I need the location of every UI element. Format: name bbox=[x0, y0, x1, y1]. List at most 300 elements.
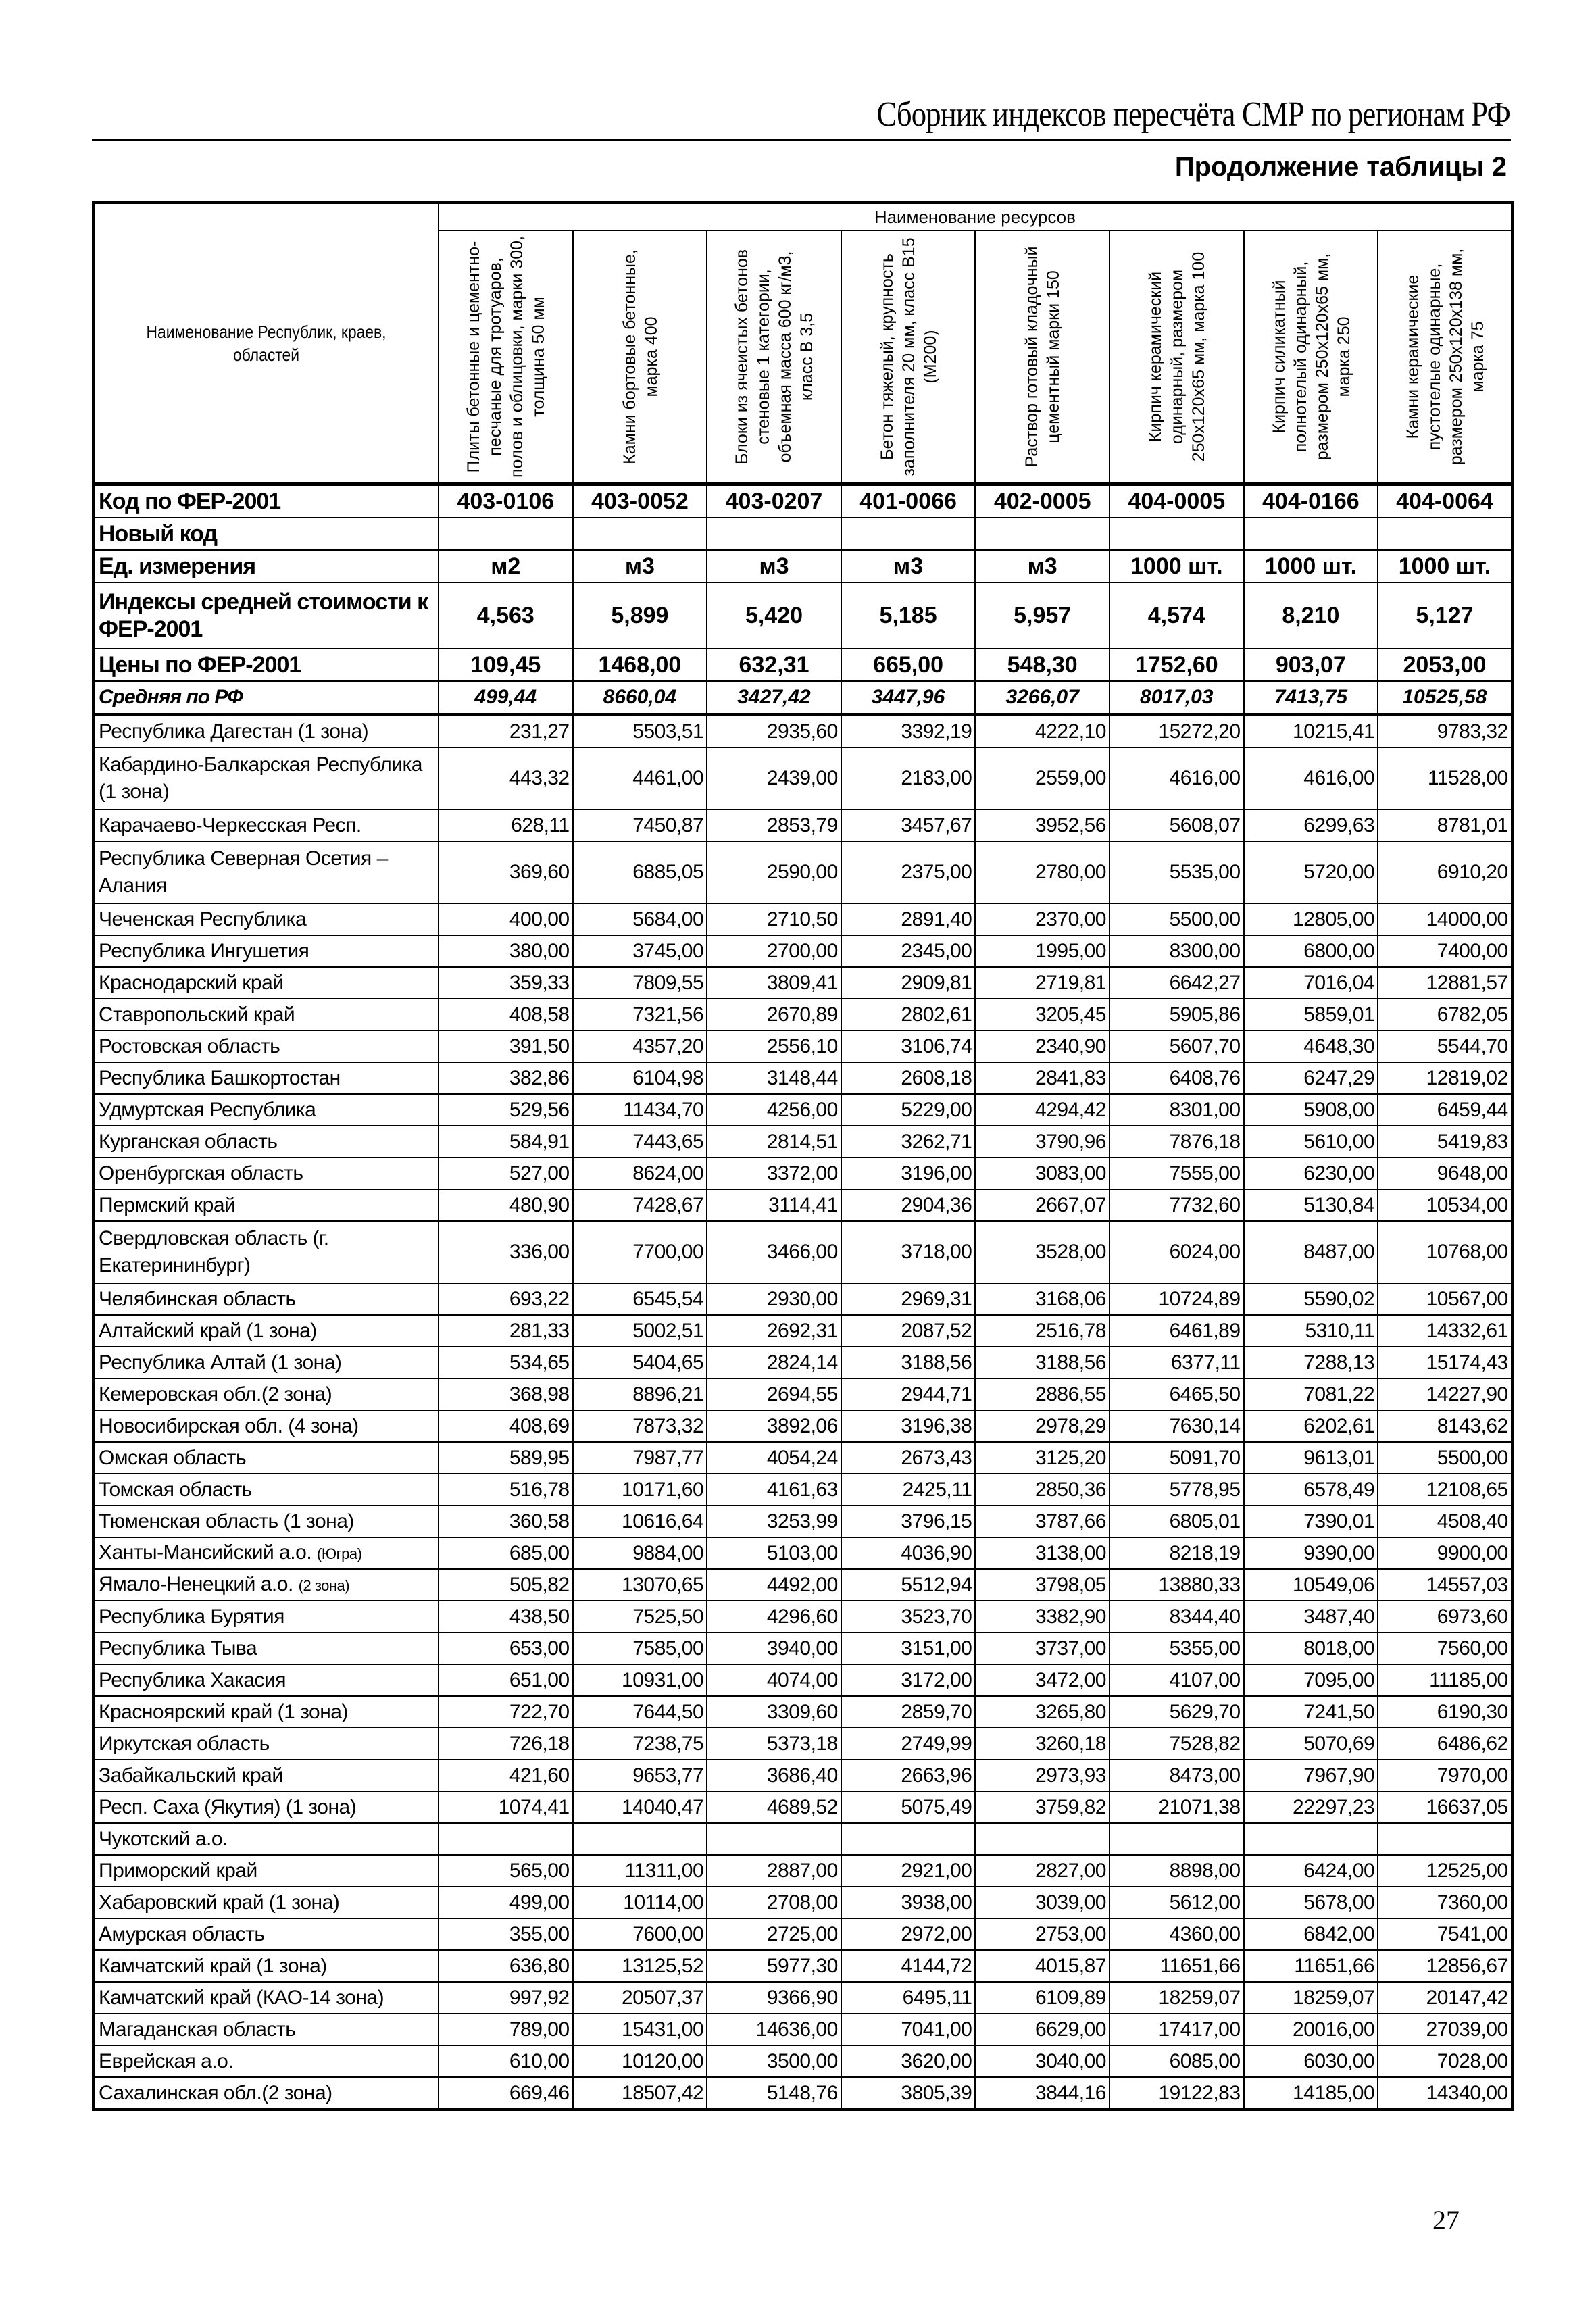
price-cell: 18259,07 bbox=[1109, 1982, 1244, 2014]
price-cell: 391,50 bbox=[439, 1030, 573, 1062]
price-cell: 5905,86 bbox=[1109, 999, 1244, 1030]
price-cell: 7028,00 bbox=[1378, 2045, 1512, 2077]
price-cell: 722,70 bbox=[439, 1696, 573, 1728]
table-row bbox=[93, 935, 1512, 967]
price-cell: 3188,56 bbox=[841, 1347, 976, 1378]
price-cell: 3809,41 bbox=[707, 967, 841, 999]
region-name-text: Республика Северная Осетия – Алания bbox=[99, 847, 388, 897]
table-row bbox=[93, 2014, 1512, 2045]
resource-column-header bbox=[707, 230, 841, 484]
meta-row-label: Средняя по РФ bbox=[93, 681, 439, 715]
resource-header-wrap bbox=[976, 231, 1109, 482]
price-cell: 408,69 bbox=[439, 1410, 573, 1442]
price-cell: 5355,00 bbox=[1109, 1633, 1244, 1664]
table-row bbox=[93, 1950, 1512, 1982]
region-name bbox=[93, 1474, 439, 1505]
meta-row-price bbox=[93, 649, 1512, 681]
price-cell: 281,33 bbox=[439, 1315, 573, 1347]
price-cell: 589,95 bbox=[439, 1442, 573, 1474]
table-row bbox=[93, 1887, 1512, 1918]
price-cell: 3083,00 bbox=[975, 1158, 1109, 1189]
price-cell: 610,00 bbox=[439, 2045, 573, 2077]
region-name-text: Хабаровский край (1 зона) bbox=[99, 1891, 340, 1914]
price-cell: 3938,00 bbox=[841, 1887, 976, 1918]
region-name-text: Ямало-Ненецкий а.о. bbox=[99, 1572, 293, 1595]
region-name bbox=[93, 2045, 439, 2077]
price-cell: 14185,00 bbox=[1244, 2077, 1378, 2110]
meta-cell: м3 bbox=[573, 550, 707, 582]
price-cell: 7525,50 bbox=[573, 1601, 707, 1633]
price-cell: 10616,64 bbox=[573, 1505, 707, 1537]
price-cell: 6885,05 bbox=[573, 841, 707, 903]
table-row bbox=[93, 1505, 1512, 1537]
price-cell: 3188,56 bbox=[975, 1347, 1109, 1378]
region-name bbox=[93, 2077, 439, 2110]
price-cell: 653,00 bbox=[439, 1633, 573, 1664]
price-cell: 3457,67 bbox=[841, 810, 976, 841]
price-cell: 6805,01 bbox=[1109, 1505, 1244, 1537]
price-cell: 12525,00 bbox=[1378, 1855, 1512, 1887]
price-cell: 636,80 bbox=[439, 1950, 573, 1982]
header-rule bbox=[92, 139, 1511, 141]
table-row bbox=[93, 1823, 1512, 1855]
price-cell: 4492,00 bbox=[707, 1569, 841, 1601]
price-cell: 5070,69 bbox=[1244, 1728, 1378, 1760]
region-name-text: Алтайский край (1 зона) bbox=[99, 1319, 317, 1342]
price-cell: 1995,00 bbox=[975, 935, 1109, 967]
table-row bbox=[93, 1537, 1512, 1569]
price-cell: 15174,43 bbox=[1378, 1347, 1512, 1378]
price-cell bbox=[1378, 1823, 1512, 1855]
price-cell: 3372,00 bbox=[707, 1158, 841, 1189]
price-cell: 3796,15 bbox=[841, 1505, 976, 1537]
price-cell: 15431,00 bbox=[573, 2014, 707, 2045]
price-cell: 2749,99 bbox=[841, 1728, 976, 1760]
price-cell: 2930,00 bbox=[707, 1283, 841, 1315]
price-cell: 7700,00 bbox=[573, 1221, 707, 1283]
region-name bbox=[93, 715, 439, 748]
price-cell: 8473,00 bbox=[1109, 1760, 1244, 1791]
table-row bbox=[93, 1126, 1512, 1158]
meta-cell: 10525,58 bbox=[1378, 681, 1512, 715]
region-name bbox=[93, 1887, 439, 1918]
resource-header-text: Кирпич силикатный полнотелый одинарный, размером 250х120х65 мм, марка 250 bbox=[1269, 253, 1353, 461]
resource-column-header bbox=[573, 230, 707, 484]
price-cell: 2935,60 bbox=[707, 715, 841, 748]
meta-cell bbox=[1244, 518, 1378, 550]
price-cell: 3253,99 bbox=[707, 1505, 841, 1537]
region-name-text: Амурская область bbox=[99, 1922, 265, 1945]
price-cell: 3718,00 bbox=[841, 1221, 976, 1283]
price-cell: 6910,20 bbox=[1378, 841, 1512, 903]
resource-header-wrap bbox=[1110, 231, 1244, 482]
price-cell: 12108,65 bbox=[1378, 1474, 1512, 1505]
region-name bbox=[93, 1791, 439, 1823]
price-cell: 3114,41 bbox=[707, 1189, 841, 1221]
region-name bbox=[93, 935, 439, 967]
meta-cell: 3447,96 bbox=[841, 681, 976, 715]
price-cell: 14040,47 bbox=[573, 1791, 707, 1823]
price-cell: 5535,00 bbox=[1109, 841, 1244, 903]
resource-header-text: Раствор готовый кладочный цементный марки 150 bbox=[1022, 246, 1064, 468]
table-row bbox=[93, 1633, 1512, 1664]
price-cell: 2439,00 bbox=[707, 747, 841, 810]
price-cell bbox=[841, 1823, 976, 1855]
price-cell: 6465,50 bbox=[1109, 1378, 1244, 1410]
resource-header-text: Плиты бетонные и цементно-песчаные для тротуаров, полов и облицовки, марки 300, толщина 50 мм bbox=[464, 236, 548, 478]
price-cell: 10120,00 bbox=[573, 2045, 707, 2077]
price-cell: 400,00 bbox=[439, 903, 573, 935]
meta-cell: 109,45 bbox=[439, 649, 573, 681]
meta-cell: 403-0106 bbox=[439, 484, 573, 518]
price-cell: 8018,00 bbox=[1244, 1633, 1378, 1664]
resource-column-header bbox=[1109, 230, 1244, 484]
meta-cell bbox=[439, 518, 573, 550]
price-cell: 4015,87 bbox=[975, 1950, 1109, 1982]
price-cell: 5778,95 bbox=[1109, 1474, 1244, 1505]
price-cell: 7321,56 bbox=[573, 999, 707, 1030]
price-cell: 3168,06 bbox=[975, 1283, 1109, 1315]
price-cell: 2824,14 bbox=[707, 1347, 841, 1378]
price-cell: 4616,00 bbox=[1244, 747, 1378, 810]
meta-cell: 7413,75 bbox=[1244, 681, 1378, 715]
price-cell: 7390,01 bbox=[1244, 1505, 1378, 1537]
price-cell: 2590,00 bbox=[707, 841, 841, 903]
region-name bbox=[93, 1410, 439, 1442]
price-cell: 8896,21 bbox=[573, 1378, 707, 1410]
price-cell: 17417,00 bbox=[1109, 2014, 1244, 2045]
price-cell: 14557,03 bbox=[1378, 1569, 1512, 1601]
meta-row-label: Цены по ФЕР-2001 bbox=[93, 649, 439, 681]
price-cell: 529,56 bbox=[439, 1094, 573, 1126]
price-cell: 6545,54 bbox=[573, 1283, 707, 1315]
price-cell: 3262,71 bbox=[841, 1126, 976, 1158]
price-cell: 5500,00 bbox=[1378, 1442, 1512, 1474]
region-name-text: Республика Бурятия bbox=[99, 1605, 284, 1628]
region-name bbox=[93, 1442, 439, 1474]
meta-cell: 2053,00 bbox=[1378, 649, 1512, 681]
resource-header-text: Бетон тяжелый, крупность заполнителя 20 мм, класс В15 (М200) bbox=[877, 237, 940, 476]
price-cell: 3382,90 bbox=[975, 1601, 1109, 1633]
price-cell: 4648,30 bbox=[1244, 1030, 1378, 1062]
price-cell: 3805,39 bbox=[841, 2077, 976, 2110]
price-cell: 3472,00 bbox=[975, 1664, 1109, 1696]
price-cell: 19122,83 bbox=[1109, 2077, 1244, 2110]
price-cell: 14000,00 bbox=[1378, 903, 1512, 935]
price-cell: 16637,05 bbox=[1378, 1791, 1512, 1823]
price-cell: 2663,96 bbox=[841, 1760, 976, 1791]
resource-header-wrap bbox=[1378, 231, 1512, 482]
price-cell: 3260,18 bbox=[975, 1728, 1109, 1760]
region-name bbox=[93, 1030, 439, 1062]
price-cell: 7400,00 bbox=[1378, 935, 1512, 967]
price-cell: 2719,81 bbox=[975, 967, 1109, 999]
price-cell: 6459,44 bbox=[1378, 1094, 1512, 1126]
price-cell: 5419,83 bbox=[1378, 1126, 1512, 1158]
region-name bbox=[93, 1315, 439, 1347]
table-row bbox=[93, 1315, 1512, 1347]
table-row bbox=[93, 1760, 1512, 1791]
price-cell: 4296,60 bbox=[707, 1601, 841, 1633]
meta-row-average bbox=[93, 681, 1512, 715]
price-cell: 527,00 bbox=[439, 1158, 573, 1189]
price-cell: 14340,00 bbox=[1378, 2077, 1512, 2110]
meta-cell bbox=[975, 518, 1109, 550]
table-continuation-title: Продолжение таблицы 2 bbox=[1174, 152, 1507, 182]
price-cell: 7238,75 bbox=[573, 1728, 707, 1760]
meta-cell: 1000 шт. bbox=[1109, 550, 1244, 582]
price-cell: 5544,70 bbox=[1378, 1030, 1512, 1062]
price-cell: 2827,00 bbox=[975, 1855, 1109, 1887]
price-cell: 7443,65 bbox=[573, 1126, 707, 1158]
price-cell: 4689,52 bbox=[707, 1791, 841, 1823]
price-cell: 6109,89 bbox=[975, 1982, 1109, 2014]
price-cell: 5610,00 bbox=[1244, 1126, 1378, 1158]
price-cell: 336,00 bbox=[439, 1221, 573, 1283]
resource-header-wrap bbox=[707, 231, 841, 482]
meta-cell: м3 bbox=[975, 550, 1109, 582]
price-cell: 2694,55 bbox=[707, 1378, 841, 1410]
price-cell: 13125,52 bbox=[573, 1950, 707, 1982]
price-cell: 5148,76 bbox=[707, 2077, 841, 2110]
region-name bbox=[93, 1505, 439, 1537]
price-cell: 3309,60 bbox=[707, 1696, 841, 1728]
meta-cell bbox=[1378, 518, 1512, 550]
meta-cell: 404-0064 bbox=[1378, 484, 1512, 518]
price-cell: 693,22 bbox=[439, 1283, 573, 1315]
price-cell: 1074,41 bbox=[439, 1791, 573, 1823]
price-cell: 10724,89 bbox=[1109, 1283, 1244, 1315]
price-cell: 6377,11 bbox=[1109, 1347, 1244, 1378]
price-cell: 10768,00 bbox=[1378, 1221, 1512, 1283]
price-cell: 5678,00 bbox=[1244, 1887, 1378, 1918]
price-cell: 369,60 bbox=[439, 841, 573, 903]
meta-cell: 665,00 bbox=[841, 649, 976, 681]
meta-row-label: Ед. измерения bbox=[93, 550, 439, 582]
region-name bbox=[93, 1283, 439, 1315]
table-row bbox=[93, 810, 1512, 841]
price-cell: 651,00 bbox=[439, 1664, 573, 1696]
price-cell: 355,00 bbox=[439, 1918, 573, 1950]
price-cell: 3892,06 bbox=[707, 1410, 841, 1442]
region-name-text: Пермский край bbox=[99, 1193, 236, 1216]
meta-cell: 8017,03 bbox=[1109, 681, 1244, 715]
price-cell: 3487,40 bbox=[1244, 1601, 1378, 1633]
price-cell: 18259,07 bbox=[1244, 1982, 1378, 2014]
table-row bbox=[93, 1410, 1512, 1442]
price-cell: 13880,33 bbox=[1109, 1569, 1244, 1601]
meta-cell: 8660,04 bbox=[573, 681, 707, 715]
price-cell: 2700,00 bbox=[707, 935, 841, 967]
price-cell: 6247,29 bbox=[1244, 1062, 1378, 1094]
price-cell: 5373,18 bbox=[707, 1728, 841, 1760]
price-cell: 6973,60 bbox=[1378, 1601, 1512, 1633]
running-title: Сборник индексов пересчёта СМР по регионам РФ bbox=[876, 95, 1510, 134]
meta-cell: 403-0052 bbox=[573, 484, 707, 518]
price-cell: 2904,36 bbox=[841, 1189, 976, 1221]
meta-cell: 404-0005 bbox=[1109, 484, 1244, 518]
price-cell: 3196,00 bbox=[841, 1158, 976, 1189]
price-cell: 3798,05 bbox=[975, 1569, 1109, 1601]
price-cell: 3790,96 bbox=[975, 1126, 1109, 1158]
price-cell: 5629,70 bbox=[1109, 1696, 1244, 1728]
region-name-text: Красноярский край (1 зона) bbox=[99, 1700, 348, 1723]
price-cell: 4256,00 bbox=[707, 1094, 841, 1126]
region-name bbox=[93, 1728, 439, 1760]
price-cell: 5608,07 bbox=[1109, 810, 1244, 841]
price-cell: 6190,30 bbox=[1378, 1696, 1512, 1728]
price-cell: 4616,00 bbox=[1109, 747, 1244, 810]
price-cell: 7555,00 bbox=[1109, 1158, 1244, 1189]
region-name bbox=[93, 1601, 439, 1633]
price-cell: 2753,00 bbox=[975, 1918, 1109, 1950]
table-row bbox=[93, 1221, 1512, 1283]
price-cell: 11651,66 bbox=[1244, 1950, 1378, 1982]
price-cell: 6024,00 bbox=[1109, 1221, 1244, 1283]
price-cell: 11528,00 bbox=[1378, 747, 1512, 810]
price-cell: 9653,77 bbox=[573, 1760, 707, 1791]
region-name bbox=[93, 1378, 439, 1410]
price-cell: 8300,00 bbox=[1109, 935, 1244, 967]
price-cell: 584,91 bbox=[439, 1126, 573, 1158]
region-name-text: Чеченская Республика bbox=[99, 907, 307, 930]
price-cell: 3759,82 bbox=[975, 1791, 1109, 1823]
price-cell: 2516,78 bbox=[975, 1315, 1109, 1347]
price-cell: 5002,51 bbox=[573, 1315, 707, 1347]
price-cell: 2725,00 bbox=[707, 1918, 841, 1950]
price-cell: 7288,13 bbox=[1244, 1347, 1378, 1378]
price-cell: 21071,38 bbox=[1109, 1791, 1244, 1823]
price-cell: 2891,40 bbox=[841, 903, 976, 935]
price-cell: 7876,18 bbox=[1109, 1126, 1244, 1158]
region-name bbox=[93, 967, 439, 999]
price-cell: 2340,90 bbox=[975, 1030, 1109, 1062]
price-cell: 7095,00 bbox=[1244, 1664, 1378, 1696]
price-cell: 8143,62 bbox=[1378, 1410, 1512, 1442]
price-cell: 7081,22 bbox=[1244, 1378, 1378, 1410]
table-row bbox=[93, 715, 1512, 748]
price-cell: 2850,36 bbox=[975, 1474, 1109, 1505]
meta-cell: 8,210 bbox=[1244, 582, 1378, 649]
price-cell: 9366,90 bbox=[707, 1982, 841, 2014]
price-cell: 5103,00 bbox=[707, 1537, 841, 1569]
region-name bbox=[93, 2014, 439, 2045]
price-cell: 3686,40 bbox=[707, 1760, 841, 1791]
table-row bbox=[93, 1094, 1512, 1126]
region-name-text: Камчатский край (1 зона) bbox=[99, 1954, 327, 1977]
price-cell: 2370,00 bbox=[975, 903, 1109, 935]
region-name bbox=[93, 1664, 439, 1696]
resource-column-header bbox=[841, 230, 976, 484]
region-name bbox=[93, 841, 439, 903]
region-name bbox=[93, 1760, 439, 1791]
price-cell: 3528,00 bbox=[975, 1221, 1109, 1283]
region-name bbox=[93, 1918, 439, 1950]
price-cell: 22297,23 bbox=[1244, 1791, 1378, 1823]
meta-cell: м2 bbox=[439, 550, 573, 582]
meta-row-unit bbox=[93, 550, 1512, 582]
region-name bbox=[93, 1062, 439, 1094]
price-cell: 669,46 bbox=[439, 2077, 573, 2110]
price-cell: 368,98 bbox=[439, 1378, 573, 1410]
region-name-text: Республика Тыва bbox=[99, 1637, 257, 1660]
region-name bbox=[93, 1347, 439, 1378]
price-cell: 7360,00 bbox=[1378, 1887, 1512, 1918]
region-name-text: Карачаево-Черкесская Респ. bbox=[99, 814, 361, 837]
region-name-text: Еврейская а.о. bbox=[99, 2049, 234, 2072]
price-cell: 4161,63 bbox=[707, 1474, 841, 1505]
meta-cell: 5,957 bbox=[975, 582, 1109, 649]
price-cell: 6230,00 bbox=[1244, 1158, 1378, 1189]
price-cell: 18507,42 bbox=[573, 2077, 707, 2110]
region-name-text: Респ. Саха (Якутия) (1 зона) bbox=[99, 1795, 357, 1818]
price-cell: 3265,80 bbox=[975, 1696, 1109, 1728]
price-cell: 2814,51 bbox=[707, 1126, 841, 1158]
price-cell: 5091,70 bbox=[1109, 1442, 1244, 1474]
price-cell: 7450,87 bbox=[573, 810, 707, 841]
meta-row-new-code bbox=[93, 518, 1512, 550]
price-cell: 4074,00 bbox=[707, 1664, 841, 1696]
table-row bbox=[93, 1474, 1512, 1505]
region-name-text: Сахалинская обл.(2 зона) bbox=[99, 2081, 332, 2104]
price-cell: 3952,56 bbox=[975, 810, 1109, 841]
resource-column-header bbox=[1378, 230, 1512, 484]
table-row bbox=[93, 967, 1512, 999]
price-cell: 2425,11 bbox=[841, 1474, 976, 1505]
price-cell: 2345,00 bbox=[841, 935, 976, 967]
price-cell: 2853,79 bbox=[707, 810, 841, 841]
price-cell: 8624,00 bbox=[573, 1158, 707, 1189]
price-cell: 2780,00 bbox=[975, 841, 1109, 903]
region-name bbox=[93, 1221, 439, 1283]
price-cell: 5612,00 bbox=[1109, 1887, 1244, 1918]
price-cell: 3106,74 bbox=[841, 1030, 976, 1062]
meta-cell: 499,44 bbox=[439, 681, 573, 715]
price-cell: 7644,50 bbox=[573, 1696, 707, 1728]
table-row bbox=[93, 1982, 1512, 2014]
price-cell: 12856,67 bbox=[1378, 1950, 1512, 1982]
meta-row-label: Код по ФЕР-2001 bbox=[93, 484, 439, 518]
price-cell: 6642,27 bbox=[1109, 967, 1244, 999]
price-cell: 499,00 bbox=[439, 1887, 573, 1918]
table-row bbox=[93, 1347, 1512, 1378]
price-cell bbox=[975, 1823, 1109, 1855]
price-cell: 360,58 bbox=[439, 1505, 573, 1537]
meta-row-label: Индексы средней стоимости к ФЕР-2001 bbox=[93, 582, 439, 649]
price-cell: 4508,40 bbox=[1378, 1505, 1512, 1537]
price-cell: 516,78 bbox=[439, 1474, 573, 1505]
price-cell: 2859,70 bbox=[841, 1696, 976, 1728]
resource-column-header bbox=[439, 230, 573, 484]
price-cell: 14227,90 bbox=[1378, 1378, 1512, 1410]
resource-header-text: Кирпич керамический одинарный, размером 250х120х65 мм, марка 100 bbox=[1145, 251, 1208, 462]
meta-cell bbox=[841, 518, 976, 550]
price-cell: 7041,00 bbox=[841, 2014, 976, 2045]
region-name-text: Республика Хакасия bbox=[99, 1668, 286, 1691]
resource-header-wrap bbox=[1245, 231, 1378, 482]
price-cell: 9648,00 bbox=[1378, 1158, 1512, 1189]
price-cell: 2802,61 bbox=[841, 999, 976, 1030]
price-cell: 5229,00 bbox=[841, 1094, 976, 1126]
price-cell: 3844,16 bbox=[975, 2077, 1109, 2110]
price-cell: 505,82 bbox=[439, 1569, 573, 1601]
region-name-text: Республика Дагестан (1 зона) bbox=[99, 720, 369, 743]
meta-cell: 401-0066 bbox=[841, 484, 976, 518]
region-name bbox=[93, 810, 439, 841]
price-cell: 27039,00 bbox=[1378, 2014, 1512, 2045]
table-row bbox=[93, 903, 1512, 935]
price-cell: 480,90 bbox=[439, 1189, 573, 1221]
